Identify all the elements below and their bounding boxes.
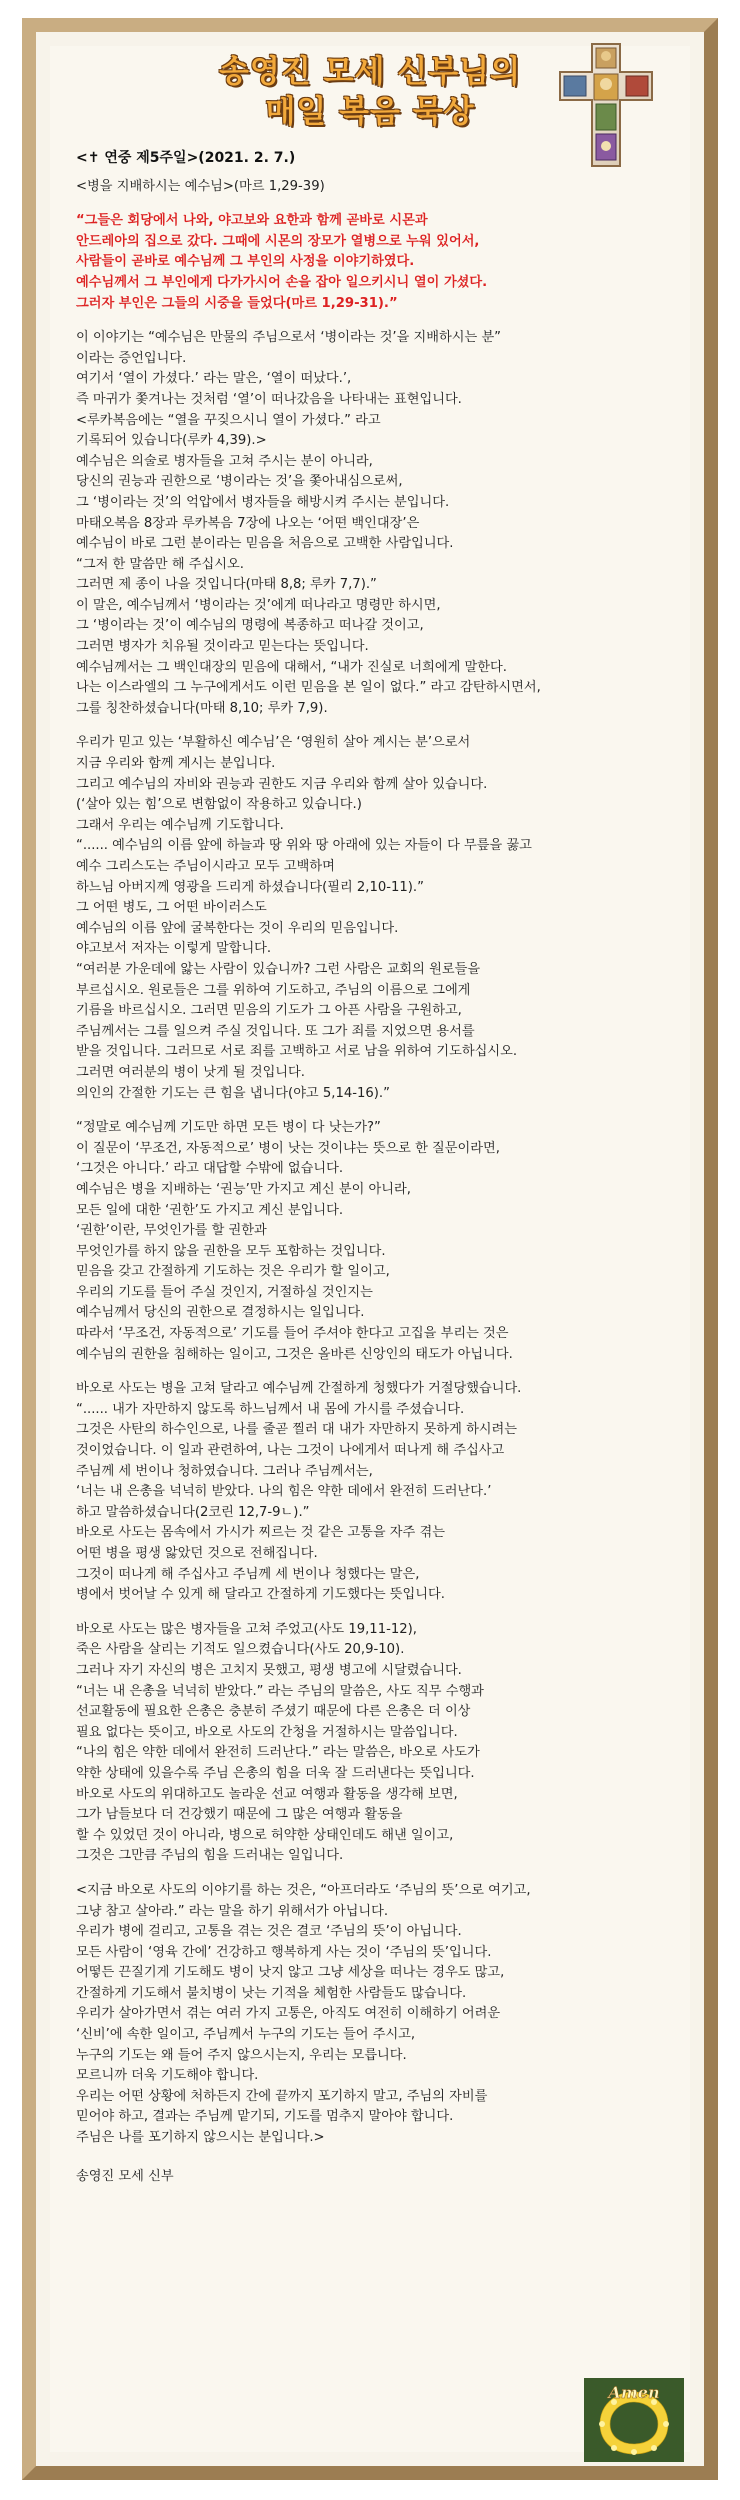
meditation-content (76, 148, 686, 2187)
paragraph-2: 우리가 믿고 있는 ‘부활하신 예수님’은 ‘영원히 살아 계시는 분’으로서 지금 우리와 함께 계시는 분입니다. 그리고 예수님의 자비와 권능과 권한도 지금 우리와 함께 살아 있습니다. (‘살아 있는 힘’으로 변함없이 작용하고 있습니다.) 그래서 우리는 예수님께 기도합니다. “...... 예수님의 이름 앞에 하늘과 땅 위와 땅 아래에 있는 자들이 다 무릎을 꿇고 예수 그리스도는 주님이시라고 모두 고백하며 하느님 아버지께 영광을 드리게 하셨습니다(필리 2,10-11).” 그 어떤 병도, 그 어떤 바이러스도 예수님의 이름 앞에 굴복한다는 것이 우리의 믿음입니다. 야고보서 저자는 이렇게 말합니다. “여러분 가운데에 앓는 사람이 있습니까? 그런 사람은 교회의 원로들을 부르십시오. 원로들은 그를 위하여 기도하고, 주님의 이름으로 그에게 기름을 바르십시오. 그러면 믿음의 기도가 그 아픈 사람을 구원하고, 주님께서는 그를 일으켜 주실 것입니다. 또 그가 죄를 지었으면 용서를 받을 것입니다. 그러므로 서로 죄를 고백하고 서로 남을 위하여 기도하십시오. 그러면 여러분의 병이 낫게 될 것입니다. 의인의 간절한 기도는 큰 힘을 냅니다(야고 5,14-16).” (76, 735, 532, 1101)
date-line: <✝ 연중 제5주일>(2021. 2. 7.) (76, 150, 296, 166)
paragraph-3: “정말로 예수님께 기도만 하면 모든 병이 다 낫는가?” 이 질문이 ‘무조건, 자동적으로’ 병이 낫는 것이냐는 뜻으로 한 질문이라면, ‘그것은 아니다.’ 라고 대답할 수밖에 없습니다. 예수님은 병을 지배하는 ‘권능’만 가지고 계신 분이 아니라, 모든 일에 대한 ‘권한’도 가지고 계신 분입니다. ‘권한’이란, 무엇인가를 할 권한과 무엇인가를 하지 않을 권한을 모두 포함하는 것입니다. 믿음을 갖고 간절하게 기도하는 것은 우리가 할 일이고, 우리의 기도를 들어 주실 것인지, 거절하실 것인지는 예수님께서 당신의 권한으로 결정하시는 일입니다. 따라서 ‘무조건, 자동적으로’ 기도를 들어 주셔야 한다고 고집을 부리는 것은 예수님의 권한을 침해하는 일이고, 그것은 올바른 신앙인의 태도가 아닙니다. (76, 1120, 513, 1362)
paragraph-4: 바오로 사도는 병을 고쳐 달라고 예수님께 간절하게 청했다가 거절당했습니다. “...... 내가 자만하지 않도록 하느님께서 내 몸에 가시를 주셨습니다. 그것은 사탄의 하수인으로, 나를 줄곧 찔러 대 내가 자만하지 못하게 하시려는 것이었습니다. 이 일과 관련하여, 나는 그것이 나에게서 떠나게 해 주십사고 주님께 세 번이나 청하였습니다. 그러나 주님께서는, ‘너는 내 은총을 넉넉히 받았다. 나의 힘은 약한 데에서 완전히 드러난다.’ 하고 말씀하셨습니다(2코린 12,7-9ㄴ).” 바오로 사도는 몸속에서 가시가 찌르는 것 같은 고통을 자주 겪는 어떤 병을 평생 앓았던 것으로 전해집니다. 그것이 떠나게 해 주십사고 주님께 세 번이나 청했다는 말은, 병에서 벗어날 수 있게 해 달라고 간절하게 기도했다는 뜻입니다. (76, 1381, 522, 1603)
amen-label: Amen (608, 2383, 660, 2402)
amen-wreath-icon (584, 2378, 684, 2462)
page-title-line1: 송영진 모세 신부님의 (218, 54, 522, 90)
paragraph-6: <지금 바오로 사도의 이야기를 하는 것은, “아프더라도 ‘주님의 뜻’으로 여기고, 그냥 참고 살아라.” 라는 말을 하기 위해서가 아닙니다. 우리가 병에 걸리고, 고통을 겪는 것은 결코 ‘주님의 뜻’이 아닙니다. 모든 사람이 ‘영육 간에’ 건강하고 행복하게 사는 것이 ‘주님의 뜻’입니다. 어떻든 끈질기게 기도해도 병이 낫지 않고 그냥 세상을 떠나는 경우도 많고, 간절하게 기도해서 불치병이 낫는 기적을 체험한 사람들도 많습니다. 우리가 살아가면서 겪는 여러 가지 고통은, 아직도 여전히 이해하기 어려운 ‘신비’에 속한 일이고, 주님께서 누구의 기도는 들어 주시고, 누구의 기도는 왜 들어 주지 않으시는지, 우리는 모릅니다. 모르니까 더욱 기도해야 합니다. 우리는 어떤 상황에 처하든지 간에 끝까지 포기하지 말고, 주님의 자비를 믿어야 하고, 결과는 주님께 맡기되, 기도를 멈추지 말아야 합니다. 주님은 나를 포기하지 않으시는 분입니다.> (76, 1882, 531, 2146)
gospel-quote: “그들은 회당에서 나와, 야고보와 요한과 함께 곧바로 시몬과 안드레아의 집으로 갔다. 그때에 시몬의 장모가 열병으로 누워 있어서, 사람들이 곧바로 예수님께 그 부인의 사정을 이야기하였다. 예수님께서 그 부인에게 다가가시어 손을 잡아 일으키시니 열이 가셨다. 그러자 부인은 그들의 시중을 들었다(마르 1,29-31).” (76, 213, 488, 311)
page-title-line2: 매일 복음 묵상 (265, 94, 475, 130)
paragraph-1: 이 이야기는 “예수님은 만물의 주님으로서 ‘병이라는 것’을 지배하시는 분” 이라는 증언입니다. 여기서 ‘열이 가셨다.’ 라는 말은, ‘열이 떠났다.’, 즉 마귀가 쫓겨나는 것처럼 ‘열’이 떠나갔음을 나타내는 표현입니다. <루카복음에는 “열을 꾸짖으시니 열이 가셨다.” 라고 기록되어 있습니다(루카 4,39).> 예수님은 의술로 병자들을 고쳐 주시는 분이 아니라, 당신의 권능과 권한으로 ‘병이라는 것’을 쫓아내심으로써, 그 ‘병이라는 것’의 억압에서 병자들을 해방시켜 주시는 분입니다. 마태오복음 8장과 루카복음 7장에 나오는 ‘어떤 백인대장’은 예수님이 바로 그런 분이라는 믿음을 처음으로 고백한 사람입니다. “그저 한 말씀만 해 주십시오. 그러면 제 종이 나을 것입니다(마태 8,8; 루카 7,7).” 이 말은, 예수님께서 ‘병이라는 것’에게 떠나라고 명령만 하시면, 그 ‘병이라는 것’이 예수님의 명령에 복종하고 떠나갈 것이고, 그러면 병자가 치유될 것이라고 믿는다는 뜻입니다. 예수님께서는 그 백인대장의 믿음에 대해서, “내가 진실로 너희에게 말한다. 나는 이스라엘의 그 누구에게서도 이런 믿음을 본 일이 없다.” 라고 감탄하시면서, 그를 칭찬하셨습니다(마태 8,10; 루카 7,9). (76, 330, 541, 716)
signature: 송영진 모세 신부 (76, 2168, 174, 2184)
paragraph-5: 바오로 사도는 많은 병자들을 고쳐 주었고(사도 19,11-12), 죽은 사람을 살리는 기적도 일으켰습니다(사도 20,9-10). 그러나 자기 자신의 병은 고치지 못했고, 평생 병고에 시달렸습니다. “너는 내 은총을 넉넉히 받았다.” 라는 주님의 말씀은, 사도 직무 수행과 선교활동에 필요한 은총은 충분히 주셨기 때문에 다른 은총은 더 이상 필요 없다는 뜻이고, 바오로 사도의 간청을 거절하시는 말씀입니다. “나의 힘은 약한 데에서 완전히 드러난다.” 라는 말씀은, 바오로 사도가 약한 상태에 있을수록 주님 은총의 힘을 더욱 잘 드러낸다는 뜻입니다. 바오로 사도의 위대하고도 놀라운 선교 여행과 활동을 생각해 보면, 그가 남들보다 더 건강했기 때문에 그 많은 여행과 활동을 할 수 있었던 것이 아니라, 병으로 허약한 상태인데도 해낸 일이고, 그것은 그만큼 주님의 힘을 드러내는 일입니다. (76, 1621, 484, 1864)
reflection-subtitle: <병을 지배하시는 예수님>(마르 1,29-39) (76, 178, 325, 194)
